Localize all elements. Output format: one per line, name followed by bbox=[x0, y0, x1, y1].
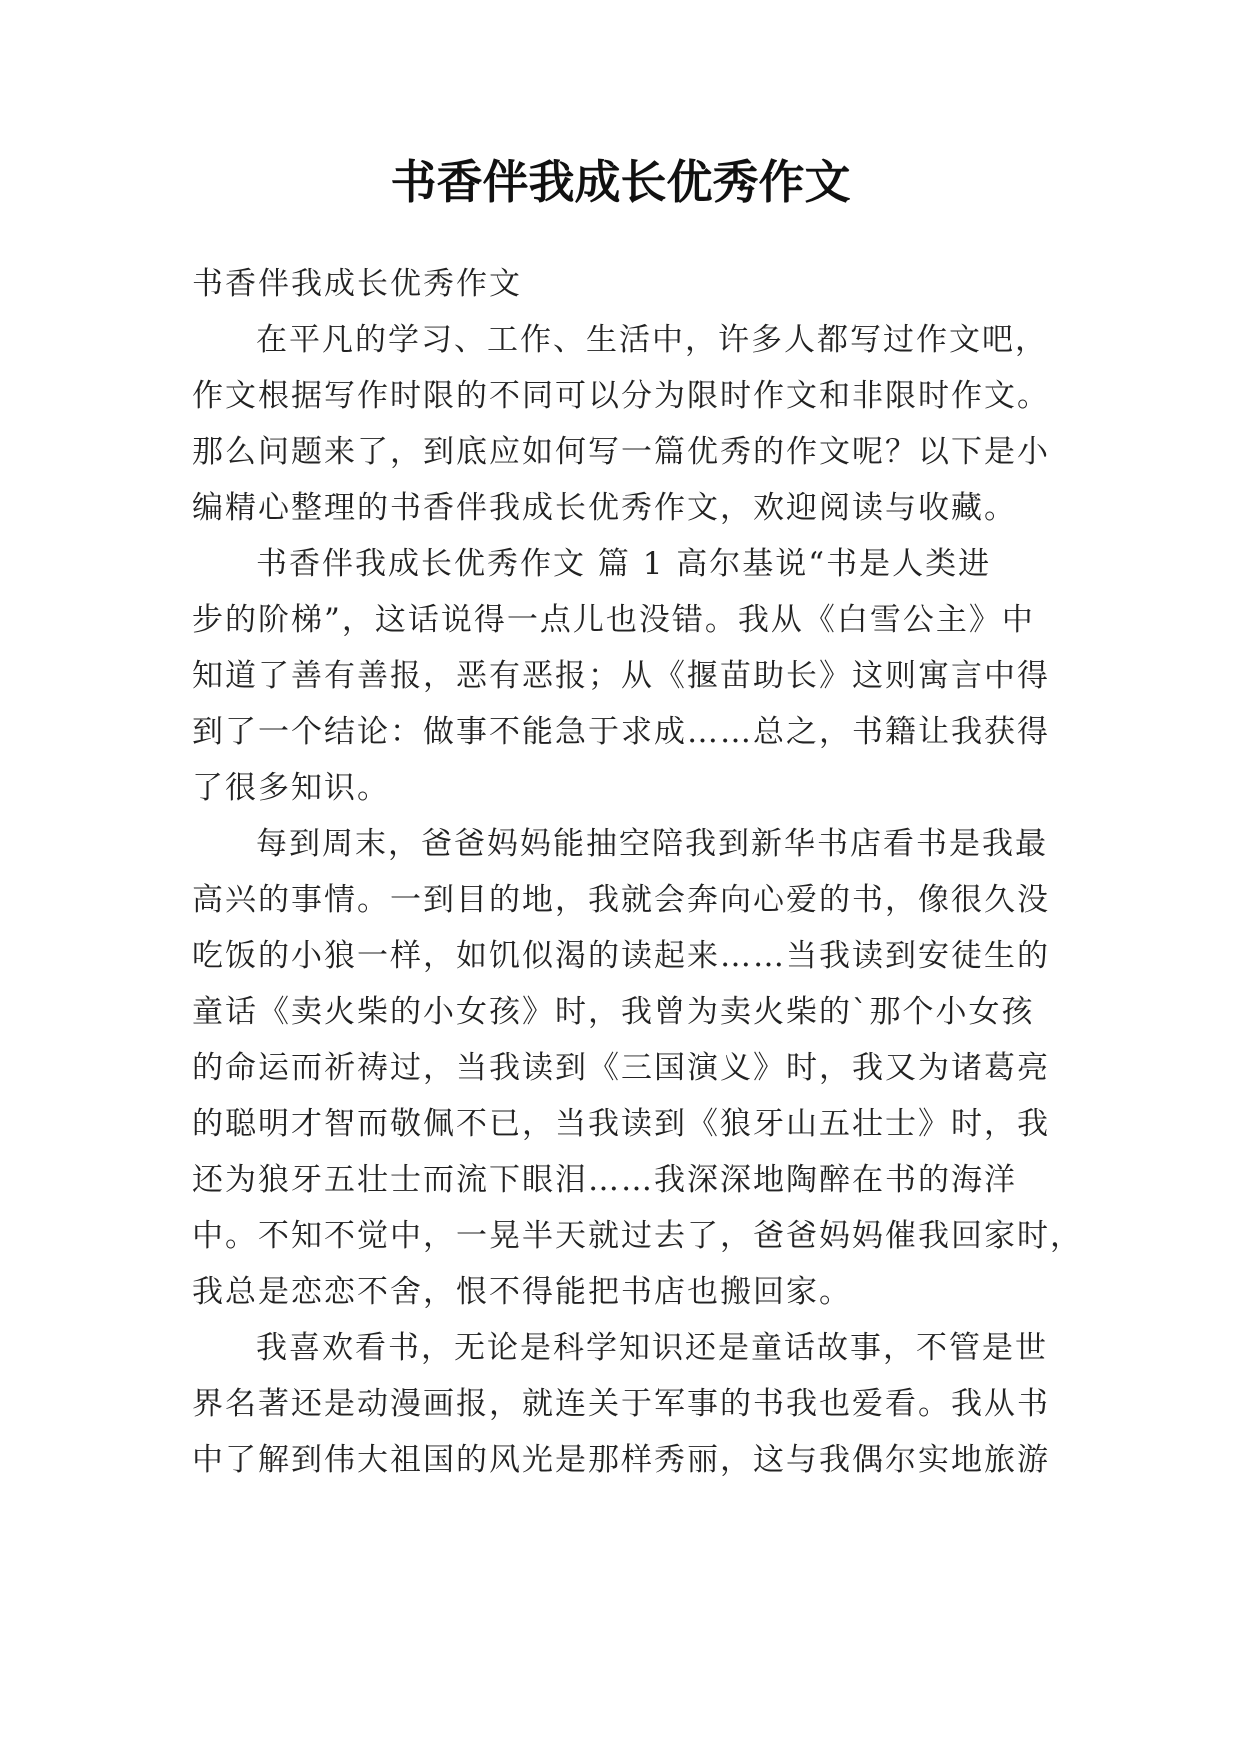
text-line: 在平凡的学习、工作、生活中，许多人都写过作文吧， bbox=[256, 322, 1048, 358]
text-line: 那么问题来了，到底应如何写一篇优秀的作文呢？以下是小 bbox=[192, 434, 1050, 470]
text-line: 我喜欢看书，无论是科学知识还是童话故事，不管是世 bbox=[256, 1330, 1048, 1366]
text-line: 的命运而祈祷过，当我读到《三国演义》时，我又为诸葛亮 bbox=[192, 1050, 1050, 1086]
subtitle-line: 书香伴我成长优秀作文 bbox=[192, 266, 522, 302]
text-line: 还为狼牙五壮士而流下眼泪……我深深地陶醉在书的海洋 bbox=[192, 1162, 1017, 1198]
text-line: 步的阶梯”，这话说得一点儿也没错。我从《白雪公主》中 bbox=[192, 602, 1035, 638]
text-line: 编精心整理的书香伴我成长优秀作文，欢迎阅读与收藏。 bbox=[192, 490, 1017, 526]
text-line: 到了一个结论：做事不能急于求成……总之，书籍让我获得 bbox=[192, 714, 1050, 750]
text-line: 中了解到伟大祖国的风光是那样秀丽，这与我偶尔实地旅游 bbox=[192, 1442, 1050, 1478]
document-title: 书香伴我成长优秀作文 bbox=[390, 155, 851, 209]
text-line: 中。不知不觉中，一晃半天就过去了，爸爸妈妈催我回家时， bbox=[192, 1218, 1083, 1254]
text-line: 高兴的事情。一到目的地，我就会奔向心爱的书，像很久没 bbox=[192, 882, 1050, 918]
text-line: 每到周末，爸爸妈妈能抽空陪我到新华书店看书是我最 bbox=[256, 826, 1048, 862]
text-line: 了很多知识。 bbox=[192, 770, 390, 806]
text-line: 童话《卖火柴的小女孩》时，我曾为卖火柴的`那个小女孩 bbox=[192, 994, 1035, 1030]
text-line: 知道了善有善报，恶有恶报；从《揠苗助长》这则寓言中得 bbox=[192, 658, 1050, 694]
text-line: 我总是恋恋不舍，恨不得能把书店也搬回家。 bbox=[192, 1274, 852, 1310]
text-line: 界名著还是动漫画报，就连关于军事的书我也爱看。我从书 bbox=[192, 1386, 1050, 1422]
text-line: 的聪明才智而敬佩不已，当我读到《狼牙山五壮士》时，我 bbox=[192, 1106, 1050, 1142]
text-line: 作文根据写作时限的不同可以分为限时作文和非限时作文。 bbox=[192, 378, 1050, 414]
section-heading-line: 书香伴我成长优秀作文 篇 1 高尔基说“书是人类进 bbox=[256, 546, 992, 582]
text-line: 吃饭的小狼一样，如饥似渴的读起来……当我读到安徒生的 bbox=[192, 938, 1050, 974]
